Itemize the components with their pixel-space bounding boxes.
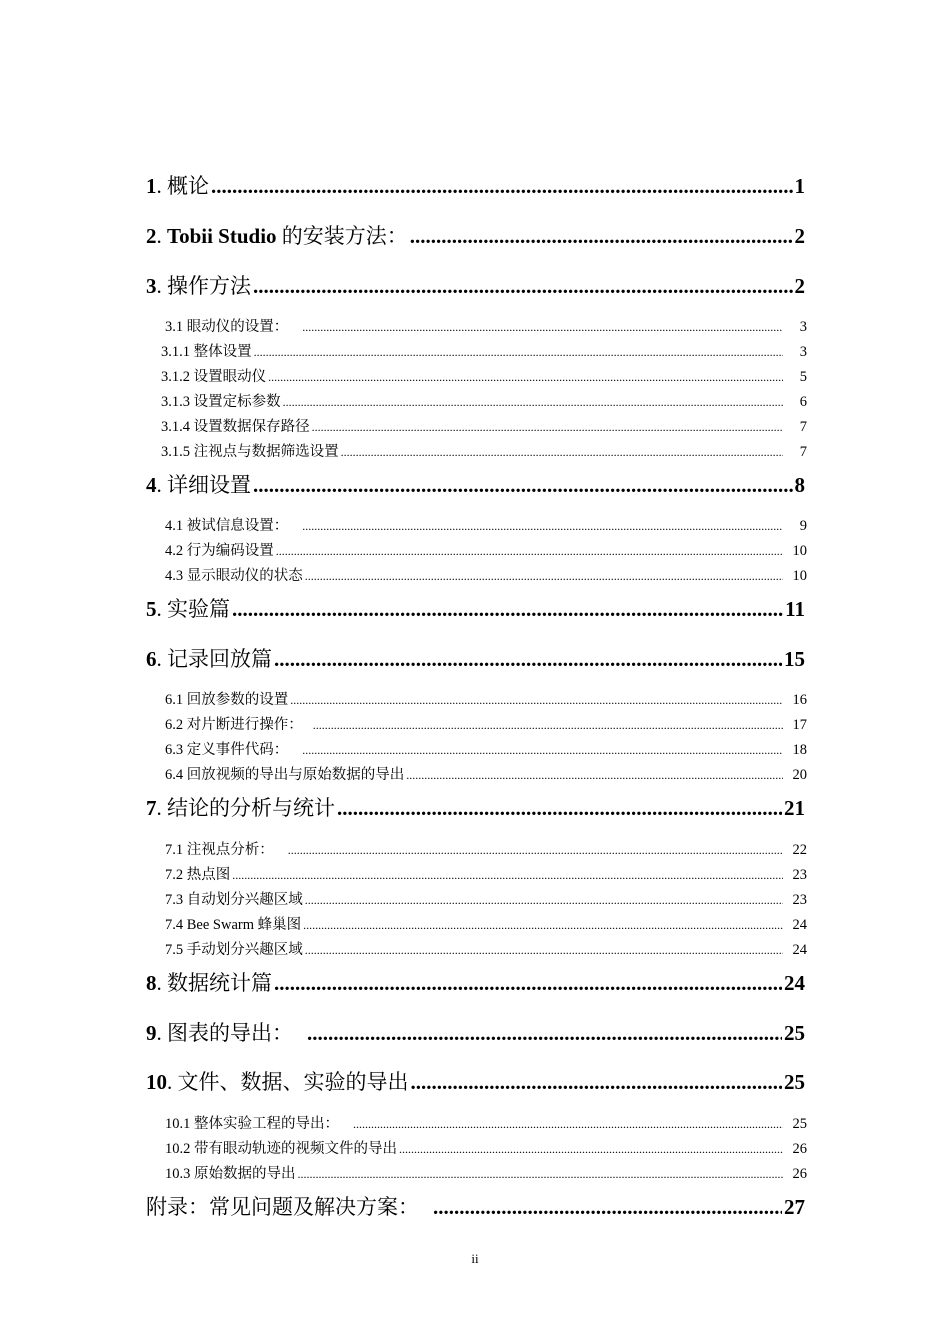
toc-page-number: 27 <box>784 1195 805 1219</box>
toc-leader <box>253 273 793 299</box>
toc-chapter-3[interactable] <box>146 273 805 299</box>
toc-section-6-3[interactable] <box>165 741 807 759</box>
toc-page-number: 16 <box>792 692 807 708</box>
toc-leader <box>276 542 783 560</box>
toc-page-number: 25 <box>784 1070 805 1094</box>
toc-page-number: 21 <box>784 796 805 820</box>
toc-section-label: 7.3 自动划分兴趣区域 <box>165 892 303 908</box>
toc-page-number: 26 <box>792 1166 807 1182</box>
toc-leader <box>253 472 793 498</box>
toc-section-3-1-3[interactable] <box>161 393 807 411</box>
toc-section-7-1[interactable] <box>165 841 807 859</box>
toc-chapter-2[interactable] <box>146 223 805 249</box>
toc-section-4-3[interactable] <box>165 567 807 585</box>
toc-chapter-label: 3. 操作方法 <box>146 274 251 298</box>
toc-section-7-5[interactable] <box>165 941 807 959</box>
toc-section-label: 10.1 整体实验工程的导出： <box>165 1116 339 1132</box>
toc-page-number: 10 <box>792 568 807 584</box>
toc-section-6-4[interactable] <box>165 766 807 784</box>
toc-page-number: 7 <box>799 444 807 460</box>
toc-section-label: 10.3 原始数据的导出 <box>165 1166 296 1182</box>
toc-leader <box>353 1115 783 1133</box>
toc-leader <box>232 596 783 622</box>
toc-section-label: 10.2 带有眼动轨迹的视频文件的导出 <box>165 1141 397 1157</box>
toc-section-label: 6.1 回放参数的设置 <box>165 692 289 708</box>
toc-leader <box>313 716 783 734</box>
toc-title <box>0 108 950 148</box>
toc-leader <box>411 1069 783 1095</box>
toc-leader <box>254 343 783 361</box>
toc-chapter-9[interactable] <box>146 1020 805 1046</box>
toc-leader <box>337 795 782 821</box>
toc-chapter-10[interactable] <box>146 1069 805 1095</box>
toc-section-7-3[interactable] <box>165 891 807 909</box>
toc-section-label: 6.4 回放视频的导出与原始数据的导出 <box>165 767 405 783</box>
toc-chapter-label: 9. 图表的导出： <box>146 1021 293 1045</box>
toc-leader <box>290 691 783 709</box>
toc-leader <box>410 223 793 249</box>
toc-leader <box>305 567 783 585</box>
toc-leader <box>433 1194 782 1220</box>
toc-page-number: 24 <box>792 942 807 958</box>
toc-chapter-5[interactable] <box>146 596 805 622</box>
toc-page-number: 3 <box>799 319 807 335</box>
toc-chapter-label: 5. 实验篇 <box>146 597 230 621</box>
toc-page-number: 20 <box>792 767 807 783</box>
toc-leader <box>302 517 783 535</box>
toc-section-3-1-1[interactable] <box>161 343 807 361</box>
toc-chapter-label: 2. Tobii Studio 的安装方法： <box>146 224 408 248</box>
toc-page-number: 2 <box>794 274 805 298</box>
toc-section-label: 3.1 眼动仪的设置： <box>165 319 289 335</box>
toc-section-label: 3.1.4 设置数据保存路径 <box>161 419 310 435</box>
toc-page-number: 11 <box>785 597 805 621</box>
toc-leader <box>341 443 783 461</box>
toc-leader <box>307 1020 782 1046</box>
toc-chapter-label: 1. 概论 <box>146 174 209 198</box>
toc-chapter-6[interactable] <box>146 646 805 672</box>
toc-section-label: 6.2 对片断进行操作： <box>165 717 303 733</box>
toc-leader <box>399 1140 783 1158</box>
toc-chapter-label: 10. 文件、数据、实验的导出 <box>146 1070 409 1094</box>
toc-appendix[interactable] <box>146 1194 805 1220</box>
toc-chapter-8[interactable] <box>146 970 805 996</box>
toc-section-7-4[interactable] <box>165 916 807 934</box>
toc-section-3-1-4[interactable] <box>161 418 807 436</box>
toc-leader <box>302 318 783 336</box>
toc-page-number: 17 <box>792 717 807 733</box>
toc-leader <box>232 866 783 884</box>
toc-leader <box>312 418 783 436</box>
toc-page-number: 5 <box>799 369 807 385</box>
toc-page-number: 25 <box>784 1021 805 1045</box>
toc-section-label: 3.1.3 设置定标参数 <box>161 394 281 410</box>
toc-appendix-label: 附录：常见问题及解决方案： <box>146 1195 419 1219</box>
toc-page-number: 6 <box>799 394 807 410</box>
toc-section-label: 7.5 手动划分兴趣区域 <box>165 942 303 958</box>
toc-section-label: 3.1.1 整体设置 <box>161 344 252 360</box>
toc-chapter-1[interactable] <box>146 173 805 199</box>
toc-leader <box>211 173 793 199</box>
toc-section-label: 3.1.5 注视点与数据筛选设置 <box>161 444 339 460</box>
toc-section-label: 6.3 定义事件代码： <box>165 742 289 758</box>
toc-chapter-label: 8. 数据统计篇 <box>146 971 272 995</box>
toc-chapter-label: 7. 结论的分析与统计 <box>146 796 335 820</box>
toc-page-number: 8 <box>794 473 805 497</box>
toc-page-number: 7 <box>799 419 807 435</box>
toc-page-number: 22 <box>792 842 807 858</box>
toc-section-4-2[interactable] <box>165 542 807 560</box>
toc-page-number: 26 <box>792 1141 807 1157</box>
toc-section-10-3[interactable] <box>165 1165 807 1183</box>
toc-section-10-2[interactable] <box>165 1140 807 1158</box>
toc-page-number: 18 <box>792 742 807 758</box>
toc-leader <box>303 916 783 934</box>
toc-page-number: 10 <box>792 543 807 559</box>
toc-section-label: 4.2 行为编码设置 <box>165 543 274 559</box>
toc-page-number: 15 <box>784 647 805 671</box>
footer-page-number: ii <box>471 1251 479 1266</box>
toc-leader <box>283 393 783 411</box>
toc-section-7-2[interactable] <box>165 866 807 884</box>
toc-section-3-1[interactable] <box>165 318 807 336</box>
toc-leader <box>302 741 783 759</box>
toc-section-6-2[interactable] <box>165 716 807 734</box>
toc-section-4-1[interactable] <box>165 517 807 535</box>
toc-section-label: 4.3 显示眼动仪的状态 <box>165 568 303 584</box>
toc-section-3-1-2[interactable] <box>161 368 807 386</box>
toc-section-6-1[interactable] <box>165 691 807 709</box>
toc-leader <box>406 766 783 784</box>
toc-section-label: 3.1.2 设置眼动仪 <box>161 369 267 385</box>
toc-leader <box>298 1165 784 1183</box>
toc-page-number: 1 <box>794 174 805 198</box>
toc-page-number: 23 <box>792 892 807 908</box>
toc-page-number: 3 <box>799 344 807 360</box>
toc-leader <box>305 941 783 959</box>
toc-chapter-label: 6. 记录回放篇 <box>146 647 272 671</box>
toc-leader <box>288 841 783 859</box>
toc-leader <box>268 368 783 386</box>
toc-section-label: 7.4 Bee Swarm 蜂巢图 <box>165 917 302 933</box>
toc-section-label: 7.1 注视点分析： <box>165 842 274 858</box>
toc-section-10-1[interactable] <box>165 1115 807 1133</box>
toc-leader <box>274 970 782 996</box>
toc-section-label: 4.1 被试信息设置： <box>165 518 289 534</box>
toc-section-label: 7.2 热点图 <box>165 867 231 883</box>
toc-page-number: 25 <box>792 1116 807 1132</box>
toc-page-number: 2 <box>794 224 805 248</box>
toc-chapter-label: 4. 详细设置 <box>146 473 251 497</box>
toc-page-number: 23 <box>792 867 807 883</box>
toc-page-number: 24 <box>792 917 807 933</box>
toc-leader <box>274 646 782 672</box>
toc-leader <box>305 891 783 909</box>
toc-page-number: 9 <box>799 518 807 534</box>
toc-section-3-1-5[interactable] <box>161 443 807 461</box>
toc-chapter-7[interactable] <box>146 795 805 821</box>
toc-page-number: 24 <box>784 971 805 995</box>
toc-chapter-4[interactable] <box>146 472 805 498</box>
